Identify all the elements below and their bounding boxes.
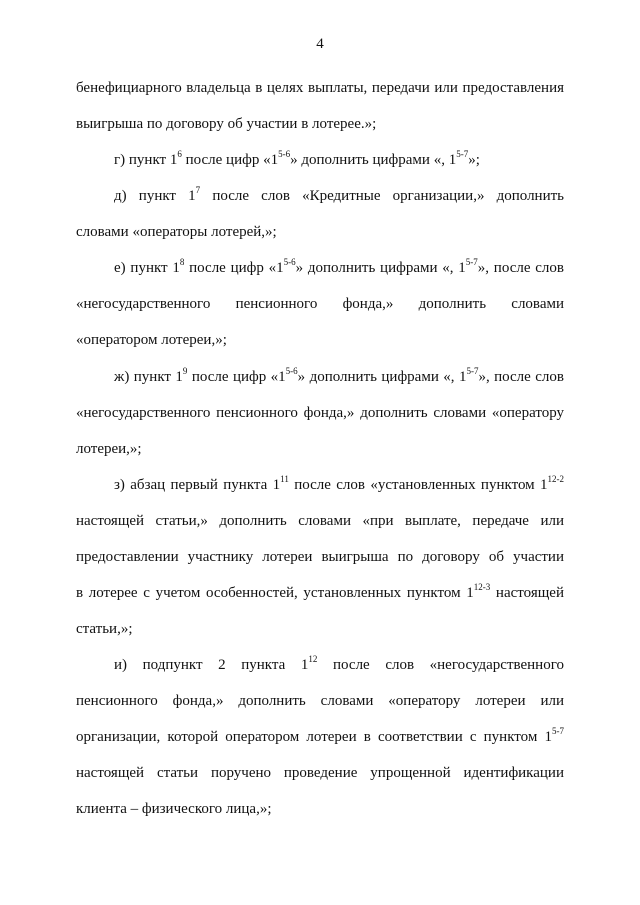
- text-line: [76, 294, 564, 314]
- text-run: и) подпункт 2 пункта 1: [114, 657, 309, 673]
- text-line: [76, 403, 564, 423]
- superscript: 12: [308, 654, 318, 664]
- text-run: организации, которой оператором лотереи в соответствии с пунктом 1: [76, 729, 552, 745]
- text-run: д) пункт 1: [114, 188, 196, 204]
- superscript: 12-3: [473, 582, 491, 592]
- text-run: бенефициарного владельца в целях выплаты, передачи или предоставления: [76, 80, 564, 96]
- text-run: клиента – физического лица,»;: [76, 801, 272, 817]
- superscript: 5-6: [278, 149, 291, 159]
- text-run: после слов «установленных пунктом 1: [288, 477, 548, 493]
- text-run: статьи,»;: [76, 621, 133, 637]
- superscript: 9: [182, 366, 188, 376]
- text-run: после слов «Кредитные организации,» дополнить: [200, 188, 565, 204]
- text-run: ж) пункт 1: [114, 369, 183, 385]
- text-line: [114, 655, 564, 675]
- superscript: 5-6: [285, 366, 298, 376]
- text-line: [114, 150, 564, 170]
- text-run: лотереи,»;: [76, 441, 142, 457]
- text-run: выигрыша по договору об участии в лотерее.»;: [76, 116, 377, 132]
- text-run: е) пункт 1: [114, 260, 180, 276]
- page-number: 4: [316, 36, 324, 52]
- text-line: [114, 475, 564, 495]
- text-run: после цифр «1: [184, 260, 284, 276]
- text-line: [76, 222, 564, 242]
- text-line: [76, 114, 564, 134]
- text-run: », после слов: [478, 369, 564, 385]
- text-run: словами «операторы лотерей,»;: [76, 224, 277, 240]
- text-line: [76, 583, 564, 603]
- text-run: » дополнить цифрами «, 1: [295, 260, 466, 276]
- superscript: 11: [280, 474, 289, 484]
- text-line: [76, 763, 564, 783]
- text-run: в лотерее с учетом особенностей, установленных пунктом 1: [76, 585, 474, 601]
- text-run: «негосударственного пенсионного фонда,» дополнить словами «оператору: [76, 405, 564, 421]
- text-run: настоящей: [490, 585, 564, 601]
- superscript: 6: [177, 149, 182, 159]
- text-line: [114, 367, 564, 387]
- text-line: [76, 78, 564, 98]
- superscript: 5-7: [466, 366, 479, 376]
- text-line: [76, 619, 564, 639]
- text-line: [76, 799, 564, 819]
- text-line: [114, 186, 564, 206]
- superscript: 5-7: [465, 257, 478, 267]
- text-run: настоящей статьи,» дополнить словами «при выплате, передаче или: [76, 513, 564, 529]
- text-line: [76, 547, 564, 567]
- superscript: 12-2: [547, 474, 565, 484]
- text-run: после слов «негосударственного: [317, 657, 564, 673]
- superscript: 8: [179, 257, 185, 267]
- text-run: после цифр «1: [187, 369, 286, 385]
- text-run: пенсионного фонда,» дополнить словами «оператору лотереи или: [76, 693, 564, 709]
- text-run: г) пункт 1: [114, 152, 178, 168]
- text-run: предоставлении участнику лотереи выигрыша по договору об участии: [76, 549, 564, 565]
- text-run: », после слов: [477, 260, 564, 276]
- text-line: [76, 727, 564, 747]
- text-line: [76, 330, 564, 350]
- text-run: «негосударственного пенсионного фонда,» дополнить словами: [76, 296, 564, 312]
- text-run: настоящей статьи поручено проведение упрощенной идентификации: [76, 765, 564, 781]
- superscript: 5-7: [456, 149, 469, 159]
- superscript: 5-6: [283, 257, 296, 267]
- text-run: «оператором лотереи,»;: [76, 332, 227, 348]
- superscript: 7: [195, 185, 201, 195]
- text-run: »;: [468, 152, 480, 168]
- text-run: » дополнить цифрами «, 1: [290, 152, 457, 168]
- text-line: [114, 258, 564, 278]
- text-run: з) абзац первый пункта 1: [114, 477, 281, 493]
- text-run: » дополнить цифрами «, 1: [297, 369, 467, 385]
- text-line: [76, 439, 564, 459]
- text-run: после цифр «1: [181, 152, 279, 168]
- text-line: [76, 511, 564, 531]
- text-line: [76, 691, 564, 711]
- superscript: 5-7: [552, 726, 564, 736]
